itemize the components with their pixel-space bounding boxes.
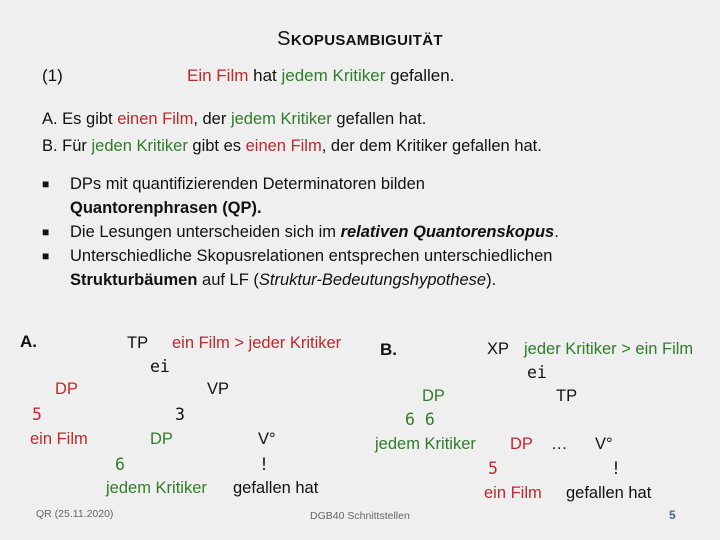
bullet-square-icon: ■	[42, 225, 50, 239]
tree-a-dp2: DP	[150, 430, 173, 448]
tree-b-dp2: DP	[510, 435, 533, 453]
tree-a-tp: TP	[127, 334, 149, 352]
tree-a-jedem-kritiker: jedem Kritiker	[106, 479, 207, 497]
tree-b-scope: jeder Kritiker > ein Film	[524, 340, 694, 358]
tree-a-dp: DP	[55, 380, 78, 398]
tree-b-tp: TP	[556, 387, 578, 405]
bullet-list	[42, 172, 559, 292]
tree-b-jedem-kritiker: jedem Kritiker	[375, 435, 476, 453]
bullet-square-icon: ■	[42, 177, 50, 191]
bullet-item: ■ DPs mit quantifizierenden Determinatoren bilden Quantorenphrasen (QP).	[42, 172, 559, 220]
example-number: (1)	[42, 66, 63, 85]
footer-date: QR (25.11.2020)	[36, 508, 114, 520]
reading-a: A. Es gibt einen Film, der jedem Kritiker gefallen hat.	[42, 110, 427, 128]
example-sentence: Ein Film hat jedem Kritiker gefallen.	[187, 66, 455, 85]
tree-b-xp: XP	[487, 340, 510, 358]
reading-b: B. Für jeden Kritiker gibt es einen Film, der dem Kritiker gefallen hat.	[42, 137, 542, 155]
tree-a-branch-ei: ei	[150, 357, 170, 376]
tree-b-branch-5: 5	[488, 459, 498, 478]
bullet-item: ■ Die Lesungen unterscheiden sich im relativen Quantorenskopus.	[42, 220, 559, 244]
tree-b-gefallen-hat: gefallen hat	[566, 484, 652, 502]
tree-b-branch-66: 6 6	[405, 410, 435, 429]
tree-a-label: A.	[20, 332, 37, 351]
tree-b-branch-ei: ei	[527, 363, 547, 382]
tree-b-ellipsis: …	[551, 435, 568, 453]
tree-a-vp: VP	[207, 380, 230, 398]
bullet-square-icon: ■	[42, 249, 50, 263]
tree-b-branch-bang: !	[611, 459, 621, 478]
tree-a-branch-6: 6	[115, 455, 125, 474]
tree-a-scope: ein Film > jeder Kritiker	[172, 334, 342, 352]
footer-course: DGB40 Schnittstellen	[310, 510, 410, 522]
slide-title: SKOPUSAMBIGUITÄT	[277, 28, 443, 50]
tree-a-branch-bang: !	[259, 455, 269, 474]
page-number: 5	[669, 508, 676, 522]
tree-a-v: V°	[258, 430, 276, 448]
tree-a-gefallen-hat: gefallen hat	[233, 479, 319, 497]
tree-b-ein-film: ein Film	[484, 484, 542, 502]
tree-b-v: V°	[595, 435, 613, 453]
tree-a-branch-5: 5	[32, 405, 42, 424]
tree-a-ein-film: ein Film	[30, 430, 88, 448]
tree-a-branch-3: 3	[175, 405, 185, 424]
bullet-item: ■ Unterschiedliche Skopusrelationen entsprechen unterschiedlichen Strukturbäumen auf LF (Struktur-Bedeutungshypothese).	[42, 244, 559, 292]
tree-b-dp: DP	[422, 387, 445, 405]
tree-b-label: B.	[380, 340, 397, 359]
